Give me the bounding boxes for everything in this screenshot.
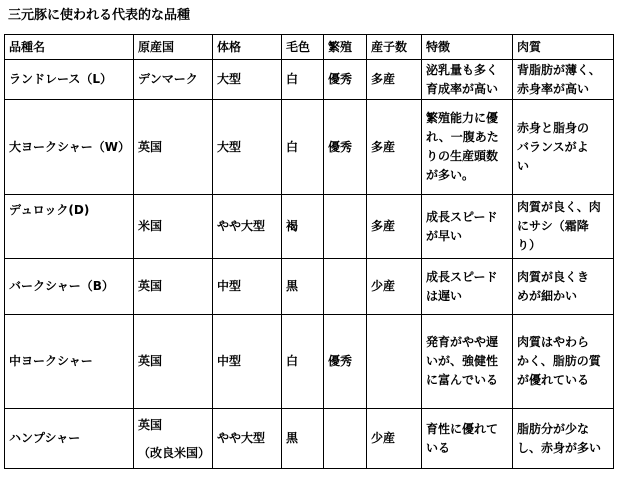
features-line: 成長スピード	[426, 269, 498, 284]
breed-name-cell: 大ヨークシャー（W）	[5, 100, 134, 195]
features-cell	[422, 60, 513, 100]
features-cell	[422, 315, 513, 409]
meat-line: が優れている	[517, 373, 590, 387]
meat-line: 肉質が良く、肉	[517, 200, 601, 214]
header-breed: 品種名	[5, 35, 134, 60]
meat-line: 脂肪分が少な	[517, 421, 590, 436]
meat-line: かく、脂肪の質	[517, 354, 601, 368]
meat-cell	[513, 259, 614, 315]
features-line: 育性に優れて	[426, 421, 499, 436]
features-line: れ、一腹あた	[426, 130, 499, 144]
breed-name-cell: ランドレース（L）	[5, 60, 134, 100]
breeding-cell	[324, 409, 367, 469]
build-cell: やや大型	[213, 409, 282, 469]
table-row	[5, 60, 614, 100]
origin-cell: 英国	[134, 100, 213, 195]
meat-cell	[513, 60, 614, 100]
features-cell	[422, 409, 513, 469]
build-cell: 中型	[213, 259, 282, 315]
build-cell: 大型	[213, 100, 282, 195]
breeding-cell: 優秀	[324, 315, 367, 409]
breed-name-cell: 中ヨークシャー	[5, 315, 134, 409]
meat-line: 赤身と脂身の	[517, 120, 590, 135]
features-cell	[422, 259, 513, 315]
coat-cell: 白	[282, 60, 324, 100]
meat-cell	[513, 100, 614, 195]
features-line: に富んでいる	[426, 373, 499, 387]
table-row	[5, 409, 614, 469]
origin-cell	[134, 409, 213, 469]
origin-cell: 英国	[134, 259, 213, 315]
coat-cell: 黒	[282, 409, 324, 469]
header-breeding: 繁殖	[324, 35, 367, 60]
meat-line: い	[517, 158, 530, 173]
meat-cell	[513, 315, 614, 409]
litter-cell: 多産	[367, 100, 422, 195]
features-line: は遅い	[426, 288, 463, 303]
meat-line: し、赤身が多い	[517, 440, 602, 455]
build-cell: 中型	[213, 315, 282, 409]
breed-name-cell: ハンプシャー	[5, 409, 134, 469]
features-line: 繁殖能力に優	[426, 111, 499, 125]
meat-line: 赤身率が高い	[517, 81, 590, 96]
table-row	[5, 195, 614, 259]
coat-cell: 白	[282, 315, 324, 409]
origin-cell: デンマーク	[134, 60, 213, 100]
features-line: いる	[426, 440, 451, 455]
breed-name-cell: デュロック(D)	[5, 195, 134, 259]
coat-cell: 褐	[282, 195, 324, 259]
features-line: いが、強健性	[426, 354, 499, 368]
page-title: 三元豚に使われる代表的な品種	[8, 8, 191, 23]
features-line: 発育がやや遅	[426, 335, 499, 349]
origin-cell: 英国	[134, 315, 213, 409]
header-meat: 肉質	[513, 35, 614, 60]
litter-cell: 多産	[367, 60, 422, 100]
meat-line: めが細かい	[517, 288, 578, 303]
features-line: が早い	[426, 228, 463, 243]
breeding-cell	[324, 259, 367, 315]
litter-cell	[367, 315, 422, 409]
features-cell	[422, 195, 513, 259]
meat-cell	[513, 195, 614, 259]
breeding-cell	[324, 195, 367, 259]
features-line: 育成率が高い	[426, 81, 499, 96]
header-litter: 産子数	[367, 35, 422, 60]
breed-table	[4, 34, 614, 469]
coat-cell: 白	[282, 100, 324, 195]
meat-line: 肉質はやわら	[517, 335, 590, 349]
features-cell	[422, 100, 513, 195]
litter-cell: 少産	[367, 409, 422, 469]
features-line: 成長スピード	[426, 209, 498, 224]
meat-line: バランスがよ	[517, 139, 589, 154]
header-features: 特徴	[422, 35, 513, 60]
features-line: 泌乳量も多く	[426, 62, 499, 77]
breed-name-cell: バークシャー（B）	[5, 259, 134, 315]
breeding-cell: 優秀	[324, 100, 367, 195]
header-row	[5, 35, 614, 60]
origin-line: 英国	[138, 417, 163, 432]
features-line: りの生産頭数	[426, 149, 499, 163]
features-line: が多い。	[426, 168, 475, 182]
header-coat: 毛色	[282, 35, 324, 60]
table-row	[5, 100, 614, 195]
meat-cell	[513, 409, 614, 469]
meat-line: 肉質が良くき	[517, 269, 590, 284]
meat-line: 背脂肪が薄く、	[517, 62, 601, 77]
origin-cell: 米国	[134, 195, 213, 259]
header-origin: 原産国	[134, 35, 213, 60]
table-row	[5, 259, 614, 315]
meat-line: り）	[517, 238, 542, 252]
coat-cell: 黒	[282, 259, 324, 315]
header-build: 体格	[213, 35, 282, 60]
breeding-cell: 優秀	[324, 60, 367, 100]
build-cell: やや大型	[213, 195, 282, 259]
litter-cell: 少産	[367, 259, 422, 315]
litter-cell: 多産	[367, 195, 422, 259]
table-row	[5, 315, 614, 409]
meat-line: にサシ（霜降	[517, 219, 589, 233]
build-cell: 大型	[213, 60, 282, 100]
origin-line: （改良米国）	[138, 445, 211, 460]
